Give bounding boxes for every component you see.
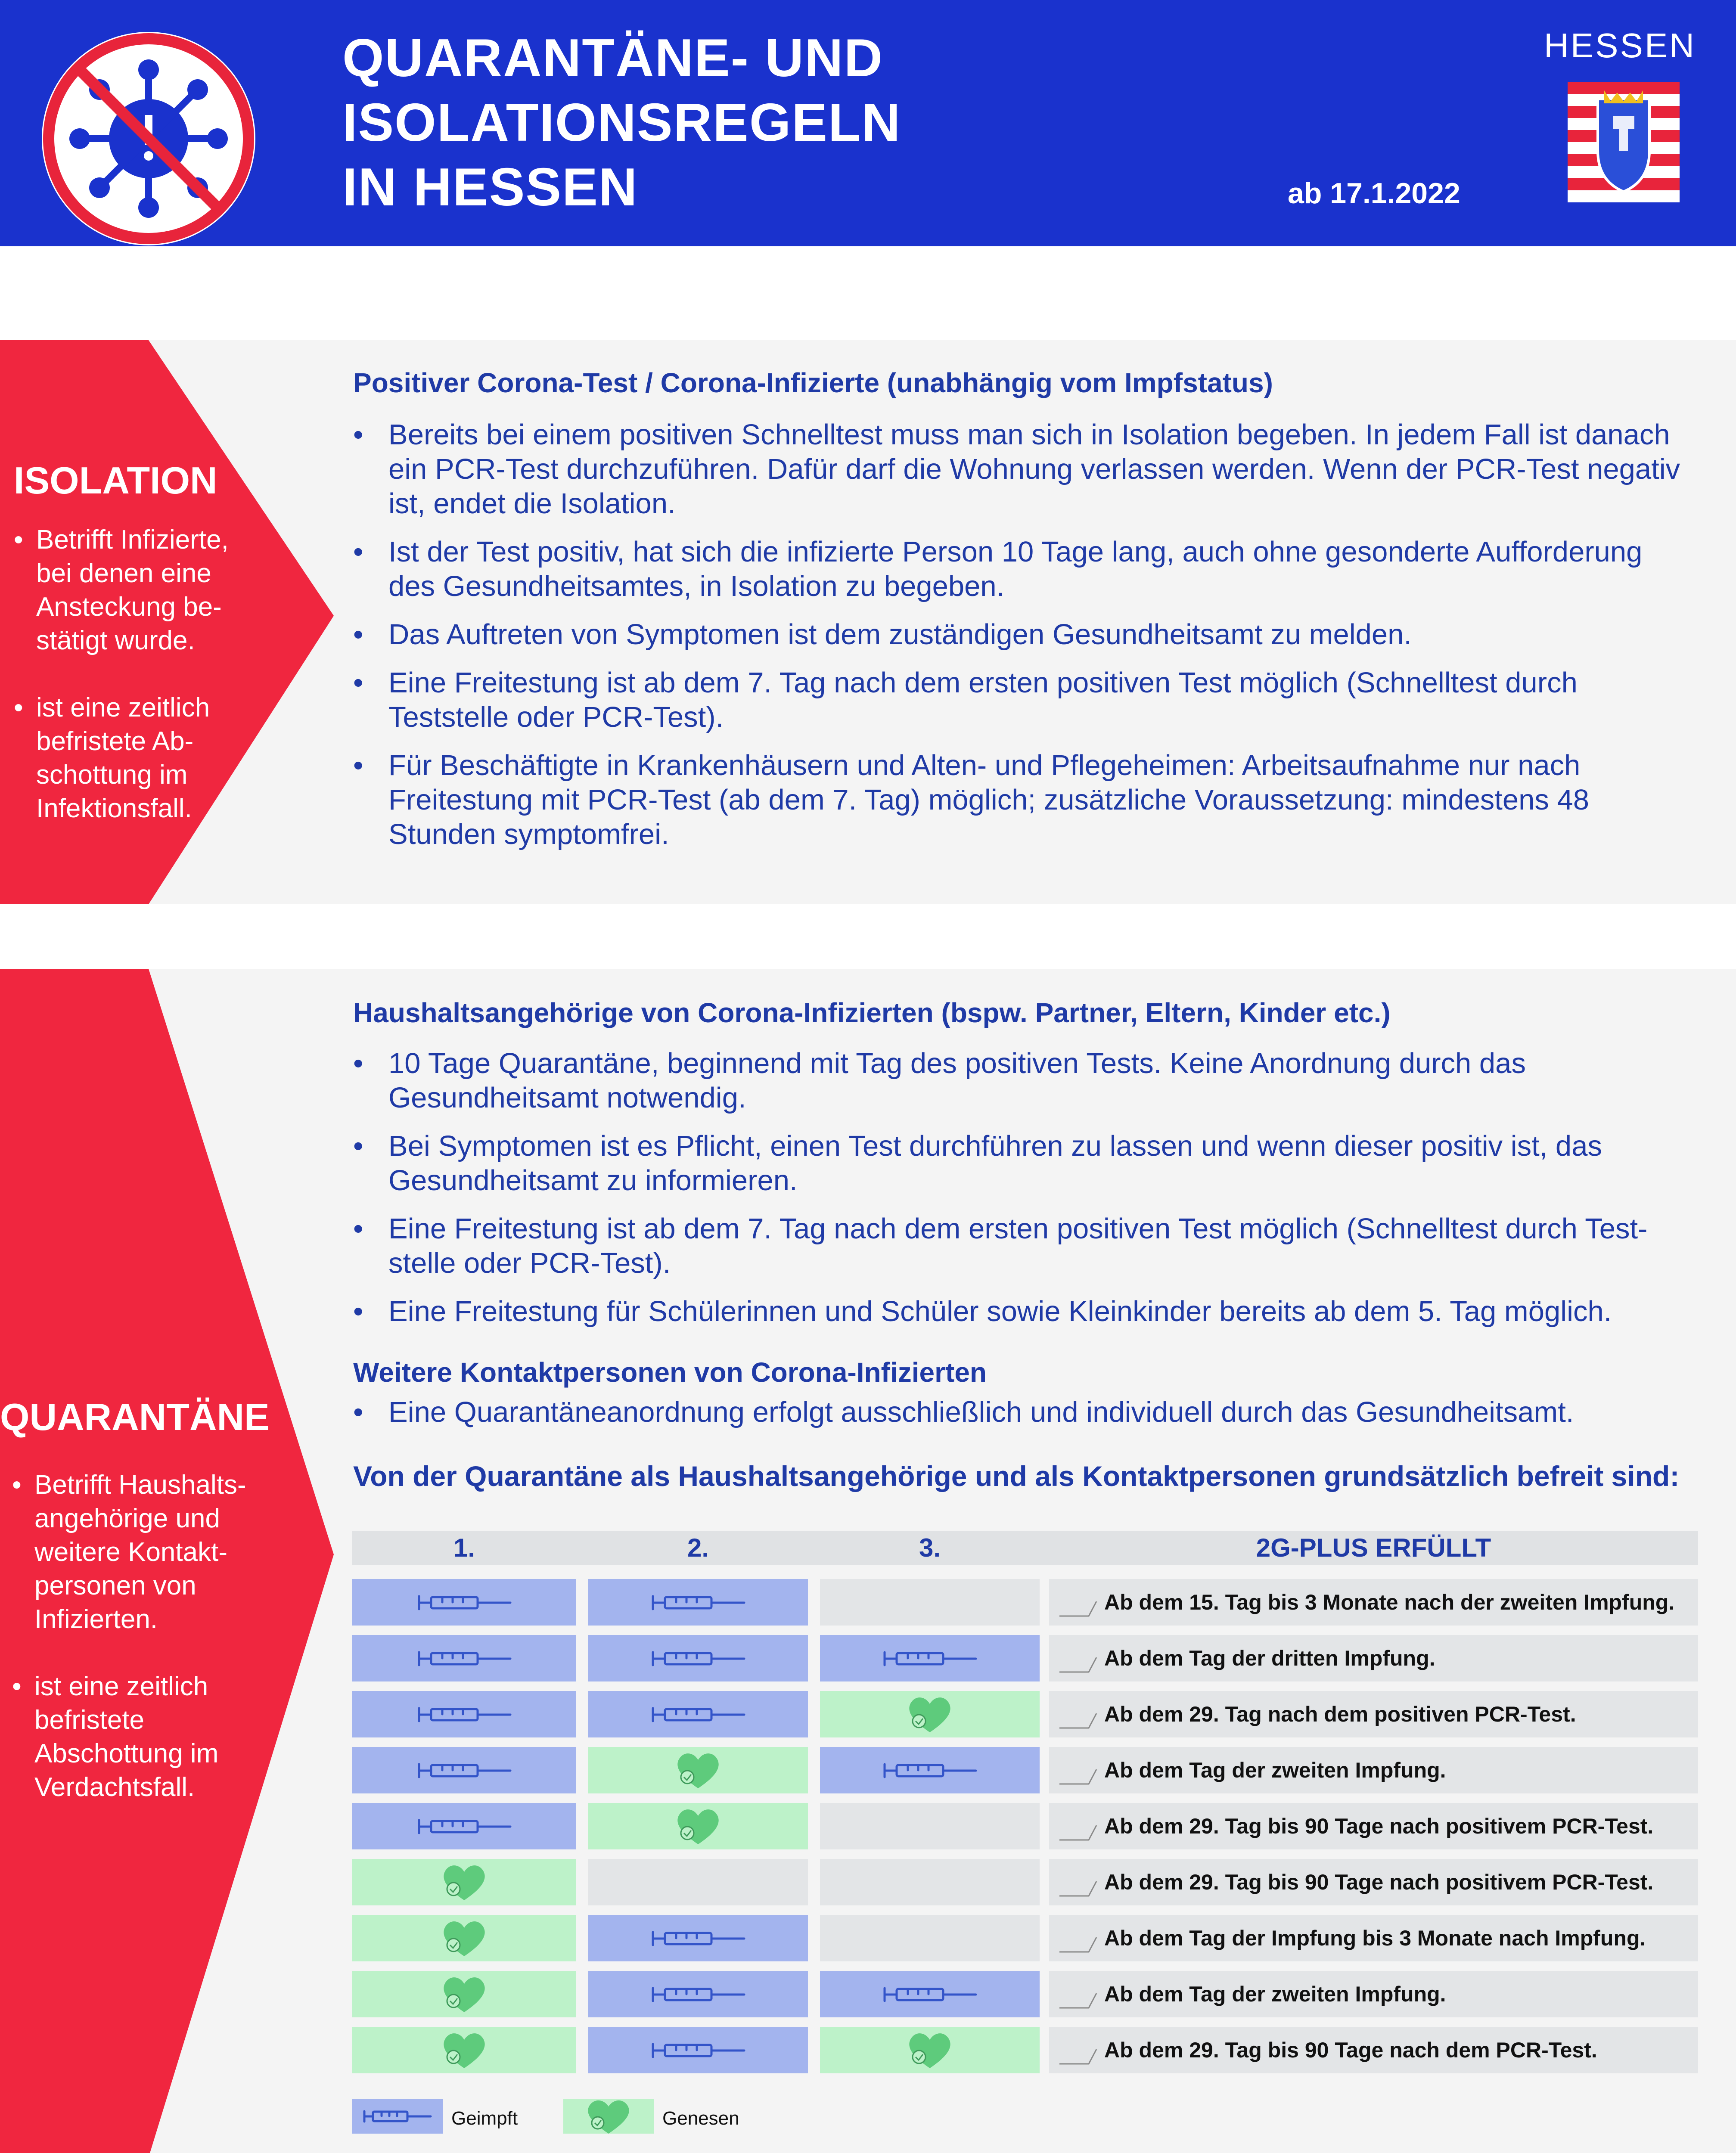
contacts-heading: Weitere Kontaktpersonen von Corona-Infizierten: [353, 1357, 987, 1388]
result-text: Ab dem Tag der dritten Impfung.: [1104, 1646, 1435, 1670]
vaccinated-cell: [588, 1635, 808, 1681]
table-row: [352, 1803, 1698, 1849]
result-text: Ab dem 29. Tag bis 90 Tage nach dem PCR-Test.: [1104, 2038, 1597, 2062]
syringe-icon: [649, 1701, 748, 1727]
result-text: Ab dem Tag der Impfung bis 3 Monate nach Impfung.: [1104, 1926, 1646, 1950]
check-arrow-icon: [1059, 1601, 1097, 1618]
check-arrow-icon: [1059, 1657, 1097, 1674]
column-header: 3.: [919, 1533, 941, 1562]
heart-check-icon: [674, 1806, 722, 1847]
syringe-icon: [415, 1645, 514, 1671]
empty-cell: [588, 1859, 808, 1905]
list-item: • Eine Freitestung ist ab dem 7. Tag nach dem ersten positiven Test möglich (Schnelltest durch Test-stelle oder PCR-Test).: [353, 1212, 1693, 1281]
heart-check-icon: [441, 1973, 488, 2015]
recovered-cell: [820, 2027, 1040, 2073]
syringe-icon: [415, 1701, 514, 1727]
list-item: • 10 Tage Quarantäne, beginnend mit Tag des positiven Tests. Keine Anordnung durch das Gesundheitsamt notwendig.: [353, 1046, 1693, 1115]
column-header: 1.: [453, 1533, 475, 1562]
contacts-bullets: [353, 1395, 1693, 1443]
table-row: [352, 1971, 1698, 2017]
syringe-icon: [880, 1645, 979, 1671]
heart-check-icon: [906, 1694, 953, 1735]
recovered-cell: [352, 1971, 576, 2017]
legend-swatch-recovered: [563, 2099, 654, 2134]
table-row: [352, 1635, 1698, 1681]
vaccinated-cell: [820, 1971, 1040, 2017]
vaccinated-cell: [588, 1691, 808, 1737]
list-item: • Eine Quarantäneanordnung erfolgt ausschließlich und individuell durch das Gesundheitsamt.: [353, 1395, 1693, 1430]
legend-label-recovered: Genesen: [662, 2108, 739, 2129]
vaccinated-cell: [820, 1747, 1040, 1793]
check-arrow-icon: [1059, 1880, 1097, 1898]
syringe-icon: [415, 1757, 514, 1783]
result-text: Ab dem 29. Tag nach dem positiven PCR-Test.: [1104, 1702, 1576, 1726]
vaccinated-cell: [588, 1579, 808, 1626]
table-row: [352, 1579, 1698, 1626]
heart-check-icon: [441, 2029, 488, 2071]
heart-check-icon: [674, 1750, 722, 1791]
recovered-cell: [352, 2027, 576, 2073]
vaccinated-cell: [352, 1635, 576, 1681]
syringe-icon: [880, 1757, 979, 1783]
heart-check-icon: [906, 2029, 953, 2071]
quarantine-side-list: [12, 1468, 253, 1838]
recovered-cell: [352, 1915, 576, 1961]
vaccinated-cell: [352, 1579, 576, 1626]
check-arrow-icon: [1059, 1768, 1097, 1786]
title-line: QUARANTÄNE- UND: [342, 28, 884, 88]
isolation-bullets: [353, 418, 1688, 866]
syringe-icon: [649, 1645, 748, 1671]
empty-cell: [820, 1579, 1040, 1626]
vaccinated-cell: [588, 2027, 808, 2073]
recovered-cell: [588, 1803, 808, 1849]
table-row: [352, 1691, 1698, 1737]
legend-swatch-vaccinated: [352, 2099, 443, 2134]
isolation-side-title: ISOLATION: [14, 459, 217, 502]
result-text: Ab dem 29. Tag bis 90 Tage nach positivem PCR-Test.: [1104, 1870, 1654, 1894]
result-text: Ab dem 15. Tag bis 3 Monate nach der zweiten Impfung.: [1104, 1590, 1675, 1614]
state-label: HESSEN: [1544, 26, 1696, 65]
household-bullets: [353, 1046, 1693, 1343]
valid-from-date: ab 17.1.2022: [1288, 177, 1460, 210]
result-cell: [1049, 2027, 1698, 2073]
side-bullet: • Betrifft Haushalts-angehörige und weitere Kontakt-personen von Infizierten.: [12, 1468, 253, 1636]
title-line: ISOLATIONSREGELN: [342, 93, 901, 152]
empty-cell: [820, 1803, 1040, 1849]
vaccinated-cell: [352, 1803, 576, 1849]
result-cell: [1049, 1691, 1698, 1737]
recovered-cell: [352, 1859, 576, 1905]
result-cell: [1049, 1915, 1698, 1961]
check-arrow-icon: [1059, 2048, 1097, 2066]
list-item: • Eine Freitestung ist ab dem 7. Tag nach dem ersten positiven Test möglich (Schnelltest durch Teststelle oder PCR-Test).: [353, 666, 1688, 735]
check-arrow-icon: [1059, 1824, 1097, 1842]
result-text: Ab dem Tag der zweiten Impfung.: [1104, 1758, 1446, 1782]
check-arrow-icon: [1059, 1712, 1097, 1730]
syringe-icon: [880, 1981, 979, 2007]
vaccinated-cell: [588, 1915, 808, 1961]
result-cell: [1049, 1747, 1698, 1793]
side-bullet: • ist eine zeitlich befristete Ab-schottung im Infektionsfall.: [14, 691, 255, 825]
list-item: • Eine Freitestung für Schülerinnen und Schüler sowie Kleinkinder bereits ab dem 5. Tag möglich.: [353, 1294, 1693, 1329]
list-item: • Bei Symptomen ist es Pflicht, einen Test durchführen zu lassen und wenn dieser positiv ist, das Gesundheitsamt zu informieren.: [353, 1129, 1693, 1198]
isolation-side-list: [14, 523, 255, 859]
isolation-heading: Positiver Corona-Test / Corona-Infizierte (unabhängig vom Impfstatus): [353, 367, 1273, 398]
heart-check-icon: [441, 1861, 488, 1903]
vaccinated-cell: [588, 1971, 808, 2017]
side-bullet: • ist eine zeitlich befristete Abschottung im Verdachtsfall.: [12, 1670, 253, 1804]
syringe-icon: [415, 1589, 514, 1615]
recovered-cell: [588, 1747, 808, 1793]
heart-check-icon: [441, 1917, 488, 1959]
result-cell: [1049, 1579, 1698, 1626]
household-heading: Haushaltsangehörige von Corona-Infizierten (bspw. Partner, Eltern, Kinder etc.): [353, 997, 1391, 1028]
vaccinated-cell: [820, 1635, 1040, 1681]
syringe-icon: [649, 1589, 748, 1615]
table-row: [352, 1747, 1698, 1793]
list-item: • Für Beschäftigte in Krankenhäusern und Alten- und Pflegeheimen: Arbeitsaufnahme nur nach Freitestung mit PCR-Test (ab dem 7. Tag) möglich; zusätzliche Voraussetzung: mindestens 48 Stunden symptomfrei.: [353, 748, 1688, 852]
table-row: [352, 2027, 1698, 2073]
hessen-coat-of-arms-icon: [1568, 82, 1680, 202]
vaccinated-cell: [352, 1691, 576, 1737]
result-cell: [1049, 1971, 1698, 2017]
list-item: • Das Auftreten von Symptomen ist dem zuständigen Gesundheitsamt zu melden.: [353, 617, 1688, 652]
side-bullet: • Betrifft Infizierte, bei denen eine Ansteckung be-stätigt wurde.: [14, 523, 255, 658]
recovered-cell: [820, 1691, 1040, 1737]
empty-cell: [820, 1915, 1040, 1961]
result-cell: [1049, 1803, 1698, 1849]
syringe-icon: [649, 1925, 748, 1951]
vaccinated-cell: [352, 1747, 576, 1793]
quarantine-side-title: QUARANTÄNE: [0, 1396, 270, 1438]
no-virus-icon: [37, 27, 261, 251]
result-text: Ab dem 29. Tag bis 90 Tage nach positivem PCR-Test.: [1104, 1814, 1654, 1838]
result-cell: [1049, 1635, 1698, 1681]
isolation-section: [0, 340, 1736, 904]
syringe-icon: [415, 1813, 514, 1839]
list-item: • Bereits bei einem positiven Schnelltest muss man sich in Isolation begeben. In jedem Fall ist danach ein PCR-Test durchzuführen. Dafür darf die Wohnung verlassen werden. Wenn der PCR-Test negativ ist, endet die Isolation.: [353, 418, 1688, 521]
page-title: [342, 26, 901, 220]
title-line: IN HESSEN: [342, 158, 638, 217]
check-arrow-icon: [1059, 1992, 1097, 2010]
header-banner: [0, 0, 1736, 246]
table-row: [352, 1859, 1698, 1905]
check-arrow-icon: [1059, 1936, 1097, 1954]
syringe-icon: [649, 1981, 748, 2007]
empty-cell: [820, 1859, 1040, 1905]
column-header: 2.: [687, 1533, 709, 1562]
syringe-icon: [649, 2037, 748, 2063]
table-row: [352, 1915, 1698, 1961]
column-header: 2G-PLUS ERFÜLLT: [1256, 1533, 1491, 1562]
table-header: [352, 1531, 1698, 1565]
exempt-heading: Von der Quarantäne als Haushaltsangehörige und als Kontaktpersonen grundsätzlich befreit sind:: [353, 1460, 1680, 1492]
syringe-icon: [361, 2106, 434, 2127]
list-item: • Ist der Test positiv, hat sich die infizierte Person 10 Tage lang, auch ohne gesonderte Aufforderung des Gesundheitsamtes, in Isolation zu begeben.: [353, 535, 1688, 604]
heart-check-icon: [585, 2097, 632, 2136]
result-text: Ab dem Tag der zweiten Impfung.: [1104, 1982, 1446, 2006]
result-cell: [1049, 1859, 1698, 1905]
legend-label-vaccinated: Geimpft: [451, 2108, 518, 2129]
